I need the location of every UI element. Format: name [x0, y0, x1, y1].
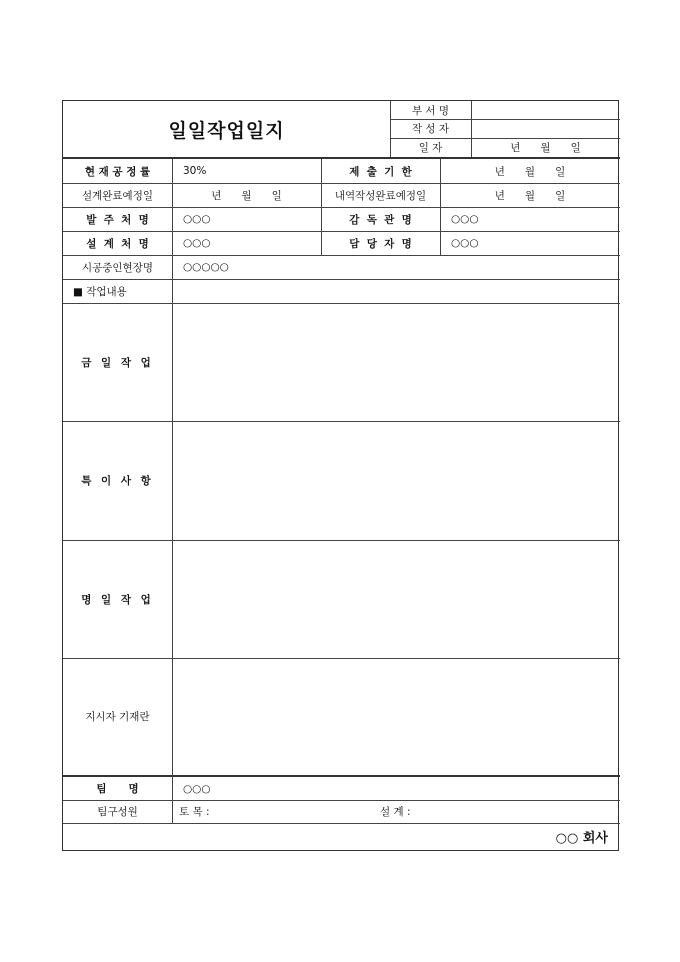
civil-members-field[interactable]: 토 목 : [179, 806, 210, 818]
estimate-complete-value[interactable]: 년 월 일 [494, 189, 566, 202]
estimate-complete-label: 내역작성완료예정일 [334, 189, 427, 202]
manager-label: 담 당 자 명 [349, 237, 412, 250]
department-field[interactable] [471, 101, 620, 119]
supervisor-label: 감 독 관 명 [349, 213, 412, 226]
today-work-label: 금 일 작 업 [81, 356, 154, 369]
site-value[interactable]: ○○○○○ [183, 261, 229, 273]
designer-label: 설 계 처 명 [86, 237, 149, 250]
work-content-heading: ■ 작업내용 [73, 285, 127, 298]
progress-label: 현 재 공 정 률 [84, 165, 151, 178]
supervisor-value[interactable]: ○○○ [451, 213, 479, 225]
company-name: ○○ 회사 [555, 831, 608, 846]
notes-label: 특 이 사 항 [81, 475, 154, 487]
instructor-label: 지시자 기재란 [85, 711, 150, 723]
author-field[interactable] [471, 119, 620, 138]
members-label: 팀구성원 [97, 806, 138, 818]
designer-value[interactable]: ○○○ [183, 237, 211, 249]
client-label: 발 주 처 명 [86, 213, 149, 226]
today-work-area[interactable] [172, 303, 620, 421]
tomorrow-work-area[interactable] [172, 540, 620, 658]
manager-value[interactable]: ○○○ [451, 237, 479, 249]
work-log-form [62, 100, 619, 851]
team-value[interactable]: ○○○ [183, 782, 211, 795]
department-label: 부 서 명 [411, 104, 450, 117]
notes-area[interactable] [172, 421, 620, 540]
deadline-value[interactable]: 년 월 일 [494, 165, 566, 178]
client-value[interactable]: ○○○ [183, 213, 211, 225]
instructor-area[interactable] [172, 658, 620, 775]
date-field[interactable]: 년 월 일 [510, 142, 581, 154]
team-label: 팀 명 [96, 783, 139, 795]
design-complete-label: 설계완료예정일 [81, 189, 153, 202]
design-complete-value[interactable]: 년 월 일 [211, 189, 282, 202]
site-label: 시공중인현장명 [81, 261, 153, 274]
date-label: 일 자 [418, 142, 443, 154]
author-label: 작 성 자 [411, 123, 450, 135]
design-members-field[interactable]: 설 계 : [380, 806, 411, 818]
document-title: 일일작업일지 [168, 119, 285, 142]
deadline-label: 제 출 기 한 [349, 165, 412, 178]
tomorrow-work-label: 명 일 작 업 [81, 593, 154, 606]
progress-value[interactable]: 30% [183, 165, 207, 177]
